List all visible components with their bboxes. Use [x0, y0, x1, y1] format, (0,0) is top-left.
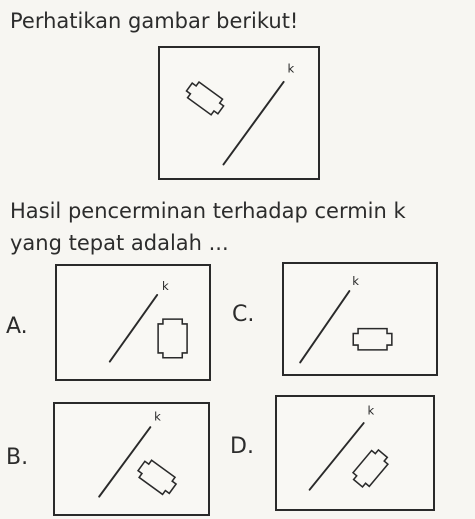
- option-a-shape: [158, 319, 187, 358]
- mirror-line-k: [310, 423, 364, 490]
- mirror-label-k: k: [154, 409, 161, 424]
- mirror-line-k: [300, 291, 349, 362]
- mirror-label-k: k: [367, 403, 375, 418]
- option-a-figure[interactable]: [55, 264, 211, 381]
- option-d-letter[interactable]: D.: [230, 434, 254, 459]
- option-d-shape: [350, 447, 391, 490]
- question-figure-drawing: [160, 48, 318, 178]
- prompt-line-2: yang tepat adalah ...: [10, 231, 229, 255]
- mirror-label-k: k: [352, 274, 359, 289]
- option-c-drawing: [284, 264, 436, 374]
- option-d-figure[interactable]: [275, 395, 435, 511]
- mirror-line-k: [99, 427, 150, 496]
- option-b-drawing: [55, 404, 208, 514]
- mirror-label-k: k: [287, 61, 295, 76]
- option-d-drawing: [277, 397, 433, 509]
- question-figure: [158, 46, 320, 180]
- option-b-letter[interactable]: B.: [6, 445, 29, 470]
- mirror-label-k: k: [161, 279, 169, 294]
- option-a-letter[interactable]: A.: [6, 314, 28, 339]
- option-c-letter[interactable]: C.: [232, 302, 255, 327]
- option-b-shape: [135, 457, 179, 497]
- intro-text: Perhatikan gambar berikut!: [10, 9, 299, 33]
- option-b-figure[interactable]: [53, 402, 210, 516]
- option-a-drawing: [57, 266, 209, 379]
- prompt-line-1: Hasil pencerminan terhadap cermin k: [10, 199, 406, 223]
- original-shape: [184, 79, 227, 118]
- option-c-shape: [353, 329, 392, 350]
- mirror-line-k: [223, 82, 283, 164]
- option-c-figure[interactable]: [282, 262, 438, 376]
- mirror-line-k: [110, 295, 157, 362]
